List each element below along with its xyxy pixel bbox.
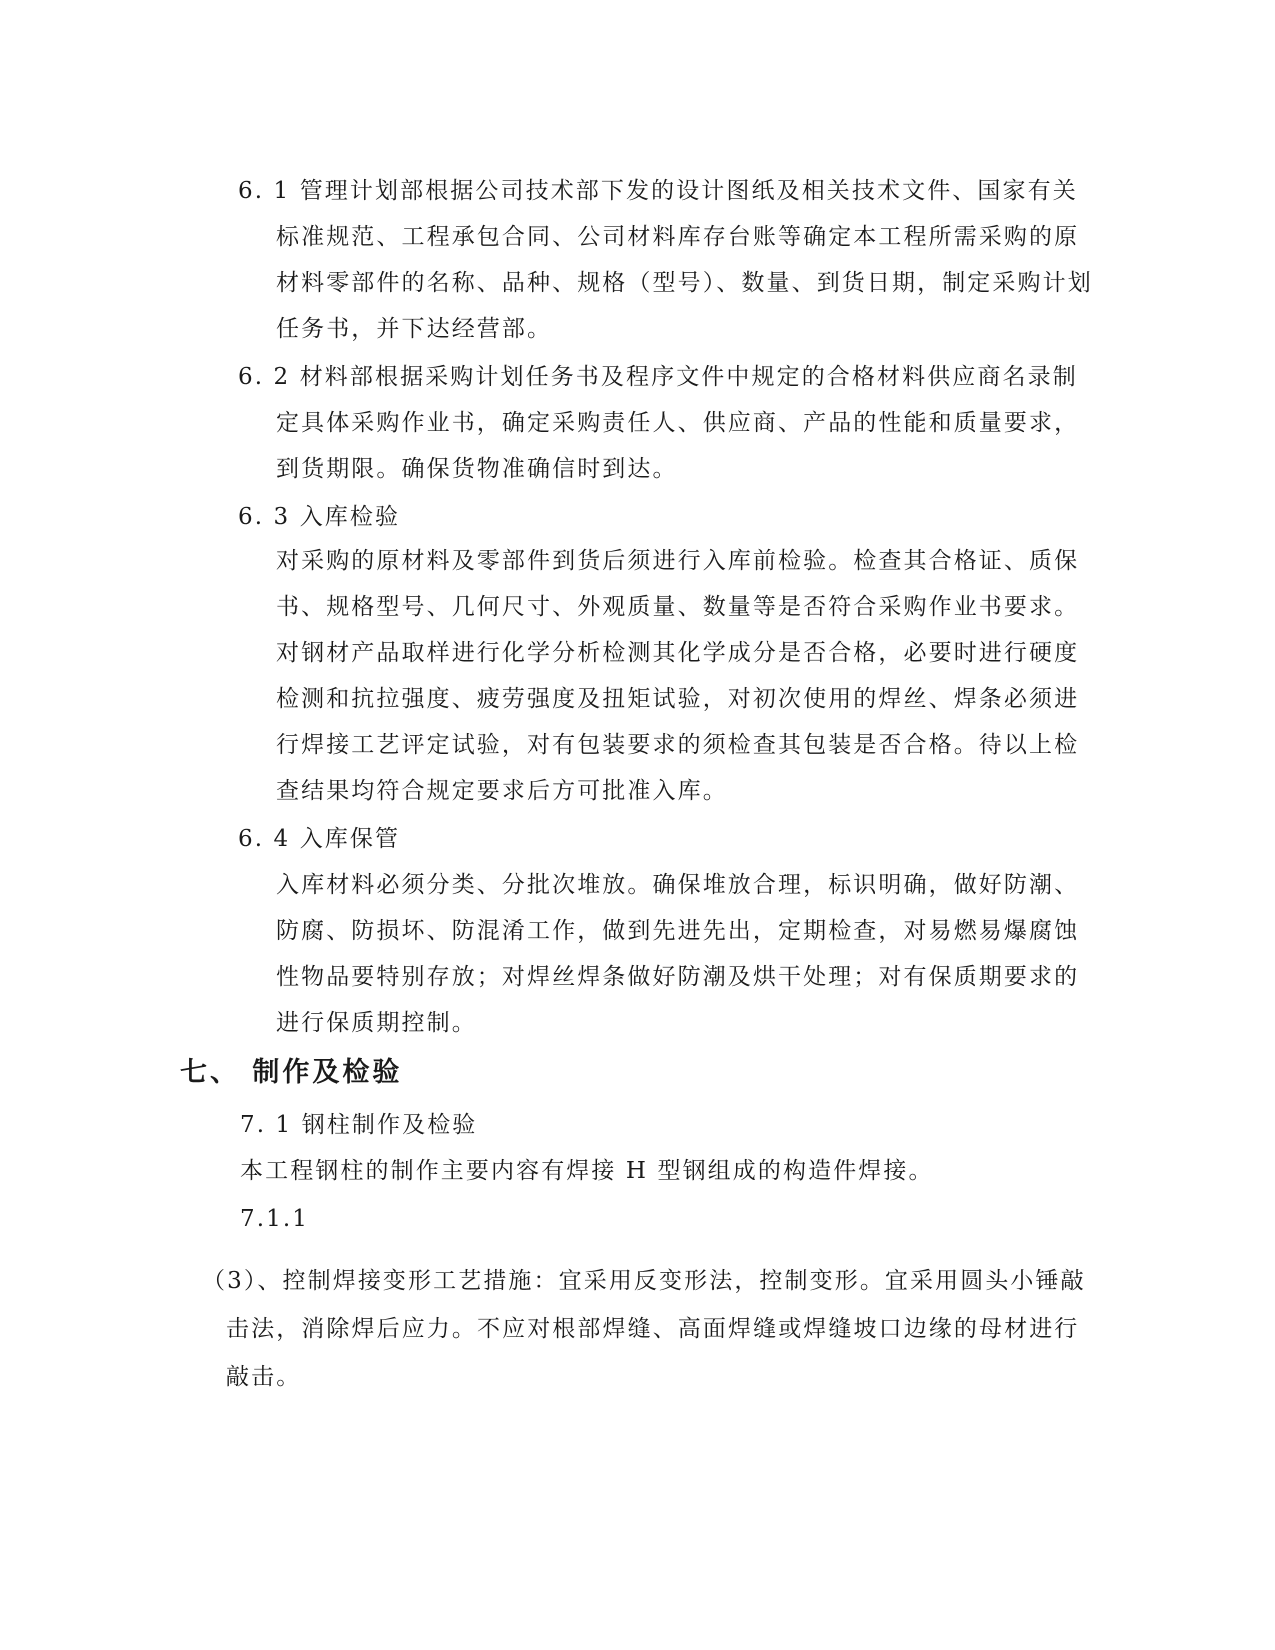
para-6-3-line-4: 检测和抗拉强度、疲劳强度及扭矩试验，对初次使用的焊丝、焊条必须进 bbox=[276, 686, 1080, 712]
item-3-line-3: 敲击。 bbox=[226, 1364, 302, 1390]
para-6-4-line-3: 性物品要特别存放；对焊丝焊条做好防潮及烘干处理；对有保质期要求的 bbox=[276, 964, 1080, 990]
para-6-4-line-4: 进行保质期控制。 bbox=[276, 1010, 477, 1036]
section-7-heading: 七、 制作及检验 bbox=[180, 1057, 403, 1088]
para-6-1-line-2: 标准规范、工程承包合同、公司材料库存台账等确定本工程所需采购的原 bbox=[276, 224, 1080, 250]
item-3-line-1: （3）、控制焊接变形工艺措施：宜采用反变形法，控制变形。宜采用圆头小锤敲 bbox=[202, 1268, 1086, 1294]
para-6-3-line-6: 查结果均符合规定要求后方可批准入库。 bbox=[276, 778, 728, 804]
para-6-1-line-4: 任务书，并下达经营部。 bbox=[276, 316, 553, 342]
para-6-3-line-3: 对钢材产品取样进行化学分析检测其化学成分是否合格，必要时进行硬度 bbox=[276, 640, 1080, 666]
subheading-6-3: 6. 3 入库检验 bbox=[238, 504, 401, 530]
subheading-6-4: 6. 4 入库保管 bbox=[238, 826, 401, 852]
para-6-2-line-2: 定具体采购作业书，确定采购责任人、供应商、产品的性能和质量要求， bbox=[276, 410, 1080, 436]
para-6-3-line-5: 行焊接工艺评定试验，对有包装要求的须检查其包装是否合格。待以上检 bbox=[276, 732, 1080, 758]
para-6-3-line-2: 书、规格型号、几何尺寸、外观质量、数量等是否符合采购作业书要求。 bbox=[276, 594, 1080, 620]
para-6-2-line-1: 6. 2 材料部根据采购计划任务书及程序文件中规定的合格材料供应商名录制 bbox=[238, 364, 1078, 390]
para-6-1-line-3: 材料零部件的名称、品种、规格（型号）、数量、到货日期，制定采购计划 bbox=[276, 270, 1093, 296]
subheading-7-1-1: 7.1.1 bbox=[240, 1206, 310, 1232]
para-7-1-line-1: 本工程钢柱的制作主要内容有焊接 H 型钢组成的构造件焊接。 bbox=[240, 1158, 934, 1184]
para-6-4-line-1: 入库材料必须分类、分批次堆放。确保堆放合理，标识明确，做好防潮、 bbox=[276, 872, 1080, 898]
para-6-2-line-3: 到货期限。确保货物准确信时到达。 bbox=[276, 456, 678, 482]
subheading-7-1: 7. 1 钢柱制作及检验 bbox=[240, 1112, 478, 1138]
para-6-4-line-2: 防腐、防损坏、防混淆工作，做到先进先出，定期检查，对易燃易爆腐蚀 bbox=[276, 918, 1080, 944]
para-6-1-line-1: 6. 1 管理计划部根据公司技术部下发的设计图纸及相关技术文件、国家有关 bbox=[238, 178, 1078, 204]
item-3-line-2: 击法，消除焊后应力。不应对根部焊缝、高面焊缝或焊缝坡口边缘的母材进行 bbox=[226, 1316, 1080, 1342]
para-6-3-line-1: 对采购的原材料及零部件到货后须进行入库前检验。检查其合格证、质保 bbox=[276, 548, 1080, 574]
